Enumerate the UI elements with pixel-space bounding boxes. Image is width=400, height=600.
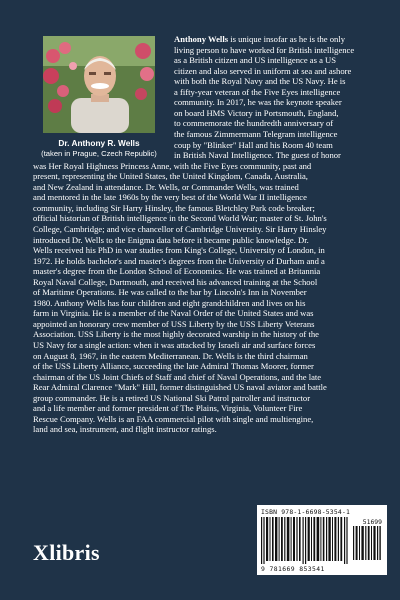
bio-line: as a British citizen and US intelligence as a US bbox=[174, 55, 337, 66]
bio-line: chairman of the US Joint Chiefs of Staff and chief of Naval Operations, and the late bbox=[33, 371, 322, 382]
bio-line: Royal Naval College, Dartmouth, and received his advanced training at the School bbox=[33, 276, 318, 287]
bio-line: community, including Sir Harry Hinsley, the famous Bletchley Park code breaker; bbox=[33, 202, 315, 213]
bio-line: Rear Admiral Clarence "Mark" Hill, former distinguished US naval aviator and battle bbox=[33, 382, 327, 393]
bio-line: official historian of British intelligence in the Second World War; master of St. John's bbox=[33, 213, 327, 224]
bio-line: of the USS Liberty Alliance, succeeding the late Admiral Thomas Moorer, former bbox=[33, 361, 314, 372]
bio-line: present, representing the United States, the United Kingdom, Canada, Australia, bbox=[33, 171, 308, 182]
bio-line: 1972. He holds bachelor's and master's degrees from the University of Durham and a bbox=[33, 255, 325, 266]
bio-line: on August 8, 1967, in the eastern Mediterranean. Dr. Wells is the third chairman bbox=[33, 350, 308, 361]
bio-line: US Navy for a single action: when it was attacked by Israeli air and surface forces bbox=[33, 340, 316, 350]
bio-line: introduced Dr. Wells to the Enigma data before it became public knowledge. Dr. bbox=[33, 234, 309, 245]
bio-line: and New Zealand in attendance. Dr. Wells, or Commander Wells, was trained bbox=[33, 181, 299, 192]
bio-line: with both the Royal Navy and the US Navy. He is bbox=[174, 76, 346, 87]
bio-line-text: is unique insofar as he is the only bbox=[228, 34, 345, 44]
bio-line: and mentored in the late 1960s by the very best of the World War II intelligence bbox=[33, 192, 307, 203]
bio-line: in British Naval Intelligence. The guest of honor bbox=[174, 150, 341, 161]
bio-line bbox=[174, 34, 345, 45]
bio-line: appointed an honorary crew member of USS Liberty by the USS Liberty Veterans bbox=[33, 318, 315, 329]
bio-line: 1980. Anthony Wells has four children and eight grandchildren and lives on his bbox=[33, 297, 306, 308]
bio-line: living person to have worked for British intelligence bbox=[174, 44, 355, 55]
bio-line: a fifty-year veteran of the Five Eyes intelligence bbox=[174, 86, 341, 97]
price-barcode-icon bbox=[353, 526, 381, 560]
bio-line: and a life member and former president of The Plains, Virginia, Volunteer Fire bbox=[33, 403, 303, 414]
bio-line: College, Cambridge; and vice chancellor of Cambridge University. Sir Harry Hinsley bbox=[33, 223, 327, 234]
author-name: Anthony Wells bbox=[174, 34, 229, 44]
bio-line: farm in Virginia. He is a member of the Naval Order of the United States and was bbox=[33, 308, 314, 319]
bio-line: land and sea, instrument, and flight instructor ratings. bbox=[33, 424, 217, 435]
bio-line: Association. USS Liberty is the most highly decorated warship in the history of the bbox=[33, 329, 319, 340]
bio-line: group commander. He is a retired US National Ski Patrol patroller and instructor bbox=[33, 392, 311, 403]
bio-line: community. In 2017, he was the keynote speaker bbox=[174, 97, 342, 108]
caption-place: (taken in Prague, Czech Republic) bbox=[41, 149, 157, 158]
price-code: 51699 bbox=[362, 518, 382, 526]
bio-line: citizen and also served in uniform at sea and ashore bbox=[174, 65, 352, 76]
bio-line: master's degree from the London School of Economics. He was trained at Britannia bbox=[33, 266, 321, 277]
caption-name: Dr. Anthony R. Wells bbox=[58, 138, 140, 148]
bio-line: coup by "Blinker" Hall and his Room 40 team bbox=[174, 139, 333, 150]
bio-line: on board HMS Victory in Portsmouth, England, bbox=[174, 107, 339, 118]
bio-line: of Maritime Operations. He was called to the bar by Lincoln's Inn in November bbox=[33, 287, 307, 298]
bio-line: Rescue Company. Wells is an FAA commercial pilot with single and multiengine, bbox=[33, 413, 314, 424]
bio-line: Wells received his PhD in war studies from King's College, University of London, in bbox=[33, 245, 325, 255]
isbn-label: ISBN 978-1-6698-5354-1 bbox=[261, 508, 351, 516]
isbn-barcode bbox=[257, 505, 387, 575]
publisher-logo: Xlibris bbox=[33, 540, 100, 565]
ean-digits: 9 781669 853541 bbox=[261, 565, 325, 573]
bio-line: the famous Zimmermann Telegram intelligence bbox=[174, 129, 338, 139]
bio-line: was Her Royal Highness Princess Anne, with the Five Eyes community, past and bbox=[33, 160, 312, 171]
barcode-bars-icon bbox=[261, 517, 351, 564]
bio-line: to commemorate the hundredth anniversary of bbox=[174, 118, 334, 129]
